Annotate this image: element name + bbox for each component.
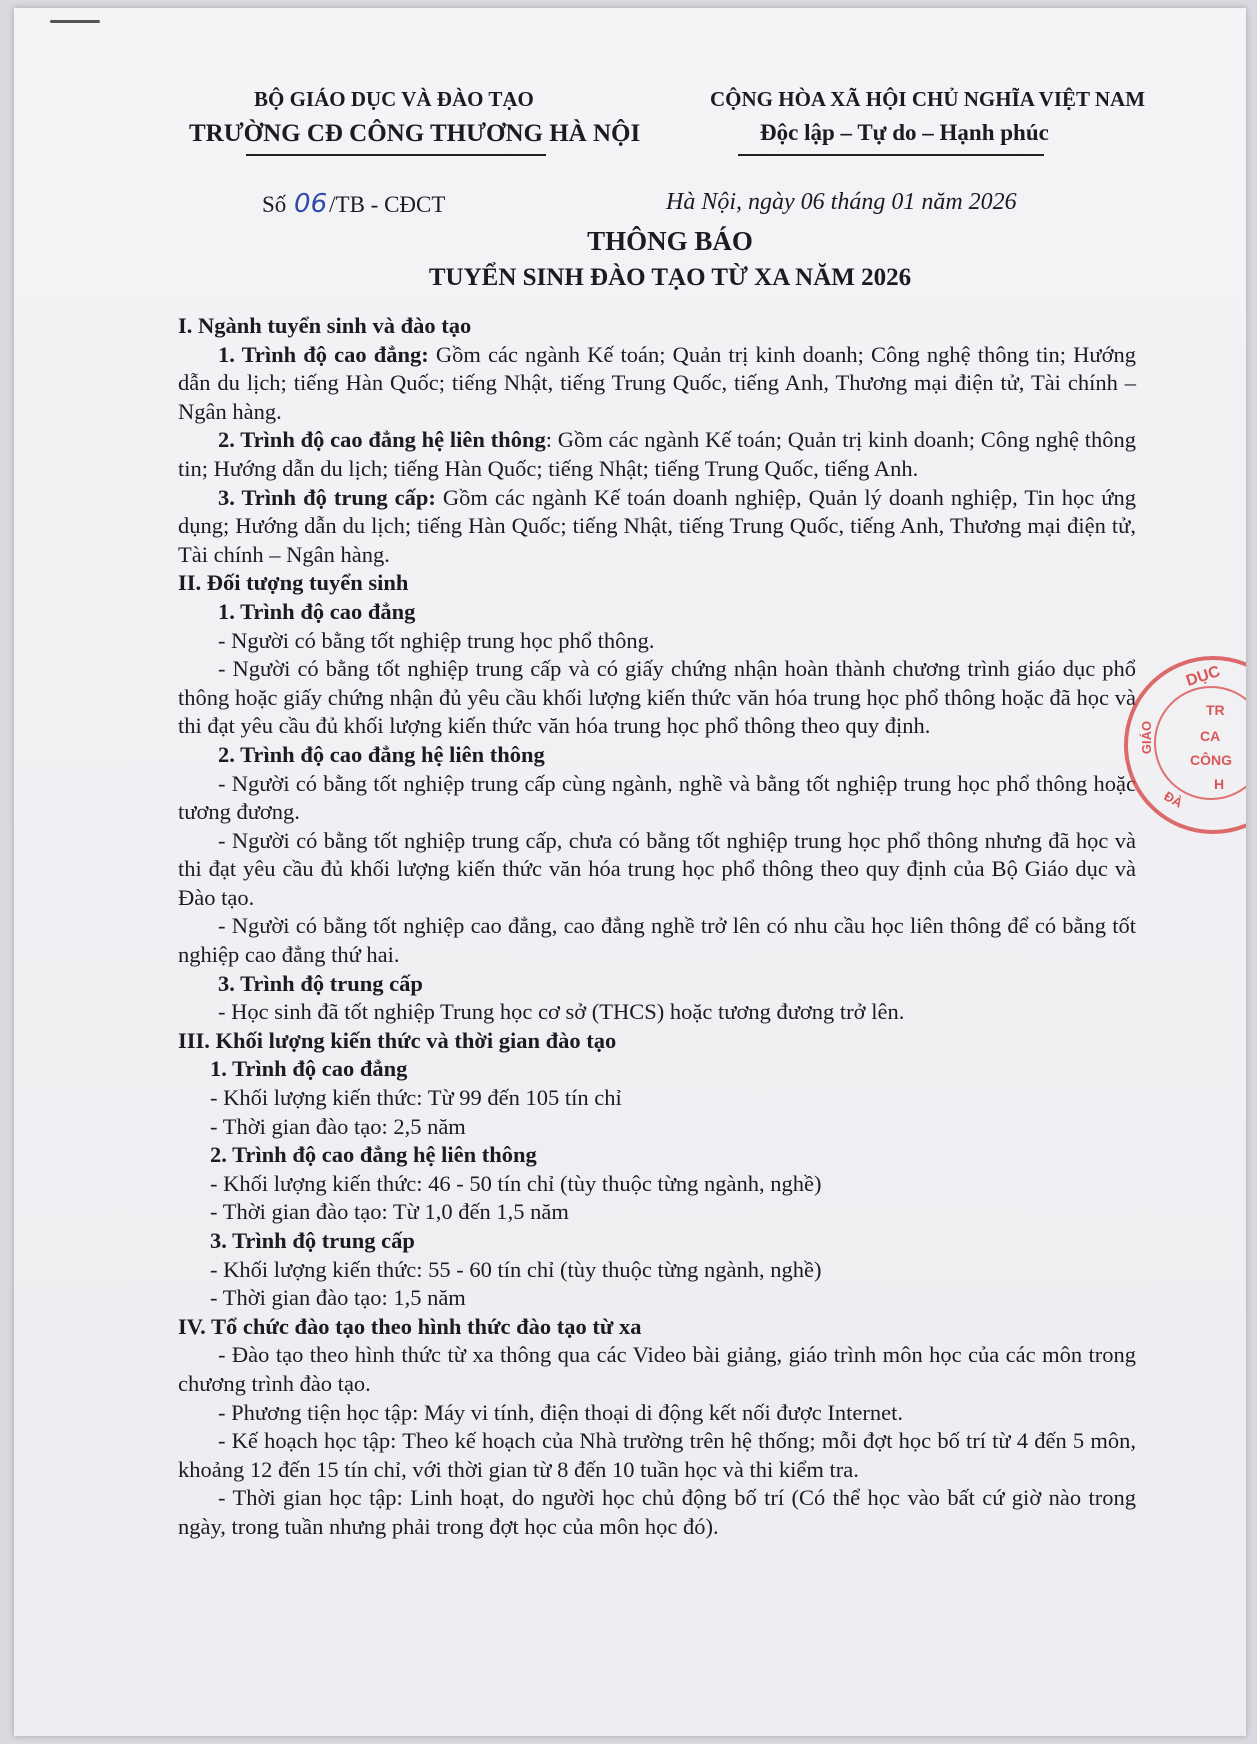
stamp-text: H bbox=[1214, 776, 1225, 792]
section1-heading: I. Ngành tuyển sinh và đào tạo bbox=[178, 313, 472, 338]
section2-sub2-bullet: - Người có bằng tốt nghiệp trung cấp cùng ngành, nghề và bằng tốt nghiệp trung học phổ thông hoặc tương đương. bbox=[178, 770, 1136, 825]
document-body bbox=[178, 312, 1136, 1542]
school-name: TRƯỜNG CĐ CÔNG THƯƠNG HÀ NỘI bbox=[189, 120, 641, 147]
section3-sub2-bullet: - Thời gian đào tạo: Từ 1,0 đến 1,5 năm bbox=[210, 1199, 569, 1225]
official-red-stamp bbox=[1124, 656, 1246, 834]
section3-sub2: 2. Trình độ cao đẳng hệ liên thông bbox=[210, 1142, 537, 1168]
ministry-name: BỘ GIÁO DỤC VÀ ĐÀO TẠO bbox=[254, 87, 534, 111]
item-label: 3. Trình độ trung cấp: bbox=[218, 484, 436, 510]
stamp-text: CÔNG bbox=[1190, 752, 1232, 768]
section1-item2 bbox=[178, 426, 1136, 483]
motto-underline bbox=[738, 154, 1044, 156]
doc-subtitle: TUYỂN SINH ĐÀO TẠO TỪ XA NĂM 2026 bbox=[428, 264, 912, 291]
section4-bullet: - Phương tiện học tập: Máy vi tính, điện thoại di động kết nối được Internet. bbox=[218, 1399, 903, 1425]
section4-bullet: - Đào tạo theo hình thức từ xa thông qua các Video bài giảng, giáo trình môn học của các môn trong chương trình đào tạo. bbox=[178, 1342, 1136, 1396]
stamp-text: GIÁO bbox=[1139, 720, 1155, 755]
item-text: Gồm các ngành Kế toán doanh nghiệp, Quản lý doanh nghiệp, Tin học ứng dụng; Hướng dẫn du lịch; tiếng Hàn Quốc; tiếng Nhật, tiếng Trung Quốc, tiếng Anh, Thương mại điện tử, Tài chính – Ngân hàng. bbox=[178, 484, 1136, 567]
section2-sub2-bullet: - Người có bằng tốt nghiệp trung cấp, chưa có bằng tốt nghiệp trung học phổ thông nhưng đã học và thi đạt yêu cầu đủ khối lượng kiến thức văn hóa trung học phổ thông theo quy định của Bộ Giáo dục và Đào tạo. bbox=[178, 827, 1136, 910]
section4-bullet: - Thời gian học tập: Linh hoạt, do người học chủ động bố trí (Có thể học vào bất cứ giờ nào trong ngày, trong tuần nhưng phải trong đợt học của môn học đó). bbox=[178, 1485, 1136, 1539]
section4-bullet: - Kế hoạch học tập: Theo kế hoạch của Nhà trường trên hệ thống; mỗi đợt học bố trí từ 4 đến 5 môn, khoảng 12 đến 15 tín chỉ, với thời gian từ 8 đến 10 tuần học và thi kiểm tra. bbox=[178, 1428, 1136, 1482]
section2-heading: II. Đối tượng tuyển sinh bbox=[178, 570, 409, 596]
document-page bbox=[14, 8, 1246, 1736]
section3-sub1-bullet: - Khối lượng kiến thức: Từ 99 đến 105 tín chỉ bbox=[210, 1085, 622, 1111]
doc-number-prefix: Số bbox=[262, 192, 287, 217]
republic-name: CỘNG HÒA XÃ HỘI CHỦ NGHĨA VIỆT NAM bbox=[710, 87, 1146, 111]
stamp-text: ĐÀ bbox=[1161, 788, 1186, 811]
doc-number-handwritten: 06 bbox=[294, 189, 328, 219]
doc-number-suffix: /TB - CĐCT bbox=[329, 192, 446, 217]
section2-sub2: 2. Trình độ cao đẳng hệ liên thông bbox=[218, 741, 545, 767]
document-number bbox=[262, 189, 445, 219]
section1-item1 bbox=[178, 341, 1136, 427]
section2-sub3-bullet: - Học sinh đã tốt nghiệp Trung học cơ sở (THCS) hoặc tương đương trở lên. bbox=[218, 999, 905, 1025]
section3-sub1-bullet: - Thời gian đào tạo: 2,5 năm bbox=[210, 1113, 466, 1139]
item-text: Gồm các ngành Kế toán; Quản trị kinh doanh; Công nghệ thông tin; Hướng dẫn du lịch; tiếng Hàn Quốc; tiếng Nhật, tiếng Trung Quốc, tiếng Anh, Thương mại điện tử, Tài chính – Ngân hàng. bbox=[178, 341, 1137, 424]
section4-heading: IV. Tổ chức đào tạo theo hình thức đào tạo từ xa bbox=[178, 1313, 642, 1339]
section3-heading: III. Khối lượng kiến thức và thời gian đào tạo bbox=[178, 1027, 617, 1053]
stamp-text: CA bbox=[1200, 728, 1221, 744]
stamp-text: TR bbox=[1206, 702, 1225, 718]
item-text: : Gồm các ngành Kế toán; Quản trị kinh doanh; Công nghệ thông tin; Hướng dẫn du lịch; tiếng Hàn Quốc; tiếng Nhật; tiếng Trung Quốc, tiếng Anh. bbox=[178, 427, 1137, 481]
section2-sub3: 3. Trình độ trung cấp bbox=[218, 970, 423, 996]
section3-sub3-bullet: - Khối lượng kiến thức: 55 - 60 tín chỉ (tùy thuộc từng ngành, nghề) bbox=[210, 1256, 822, 1282]
section3-sub3-bullet: - Thời gian đào tạo: 1,5 năm bbox=[210, 1285, 466, 1311]
section2-sub1-bullet: - Người có bằng tốt nghiệp trung cấp và có giấy chứng nhận hoàn thành chương trình giáo dục phổ thông hoặc giấy chứng nhận đủ yêu cầu khối lượng kiến thức văn hóa trung học phổ thông hoặc đã học và thi đạt yêu cầu đủ khối lượng kiến thức văn hóa trung học phổ thông theo quy định. bbox=[178, 656, 1136, 739]
national-motto: Độc lập – Tự do – Hạnh phúc bbox=[760, 120, 1049, 145]
section2-sub1: 1. Trình độ cao đẳng bbox=[218, 598, 416, 624]
section3-sub3: 3. Trình độ trung cấp bbox=[210, 1228, 415, 1253]
page-scuff-mark bbox=[50, 20, 100, 23]
place-date: Hà Nội, ngày 06 tháng 01 năm 2026 bbox=[666, 189, 1017, 215]
section2-sub2-bullet: - Người có bằng tốt nghiệp cao đẳng, cao đẳng nghề trở lên có nhu cầu học liên thông để có bằng tốt nghiệp cao đẳng thứ hai. bbox=[178, 913, 1136, 968]
section3-sub1: 1. Trình độ cao đẳng bbox=[210, 1056, 408, 1082]
section3-sub2-bullet: - Khối lượng kiến thức: 46 - 50 tín chỉ (tùy thuộc từng ngành, nghề) bbox=[210, 1170, 822, 1196]
stamp-text: DỤC bbox=[1184, 663, 1223, 690]
school-underline bbox=[246, 154, 546, 156]
item-label: 1. Trình độ cao đẳng: bbox=[218, 341, 429, 367]
doc-title: THÔNG BÁO bbox=[587, 226, 753, 256]
section2-sub1-bullet: - Người có bằng tốt nghiệp trung học phổ thông. bbox=[218, 627, 655, 653]
item-label: 2. Trình độ cao đẳng hệ liên thông bbox=[218, 427, 546, 453]
section1-item3 bbox=[178, 484, 1136, 570]
